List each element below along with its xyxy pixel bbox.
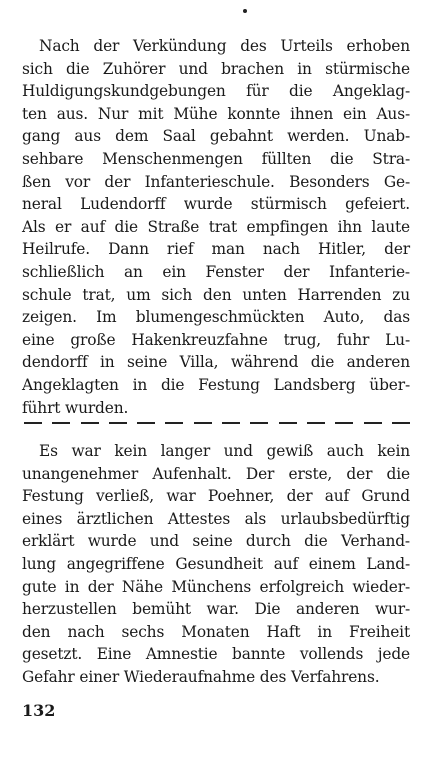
text-line: ten aus. Nur mit Mühe konnte ihnen ein Aus-	[22, 104, 410, 123]
text-line: gute in der Nähe Münchens erfolgreich wieder-	[22, 577, 410, 596]
text-line: dendorff in seine Villa, während die anderen	[22, 353, 410, 372]
text-line: herzustellen bemüht war. Die anderen wur-	[22, 600, 410, 619]
text-line: Heilrufe. Dann rief man nach Hitler, der	[22, 240, 410, 259]
separator-dash	[52, 422, 70, 424]
text-line: führt wurden.	[22, 398, 129, 417]
text-line: Nach der Verkündung des Urteils erhoben	[39, 37, 410, 55]
text-line: gesetzt. Eine Amnestie bannte vollends jede	[22, 645, 410, 664]
page-number: 132	[22, 701, 56, 720]
separator-dash	[279, 422, 297, 424]
text-line: den nach sechs Monaten Haft in Freiheit	[22, 622, 410, 641]
text-line: lung angegriffene Gesundheit auf einem Land-	[22, 554, 410, 573]
text-line: schließlich an ein Fenster der Infanterie-	[22, 262, 410, 281]
separator-dash	[137, 422, 155, 424]
separator-dash	[81, 422, 99, 424]
text-line: ßen vor der Infanterieschule. Besonders Ge-	[22, 172, 410, 191]
text-line: eines ärztlichen Attestes als urlaubsbedürftig	[22, 509, 410, 528]
text-line: zeigen. Im blumengeschmückten Auto, das	[22, 308, 410, 327]
text-line: sehbare Menschenmengen füllten die Stra-	[22, 149, 410, 168]
separator-dash	[335, 422, 353, 424]
text-line: sich die Zuhörer und brachen in stürmische	[22, 59, 410, 78]
separator-dash	[250, 422, 268, 424]
text-line: Es war kein langer und gewiß auch kein	[39, 442, 410, 460]
text-line: eine große Hakenkreuzfahne trug, fuhr Lu-	[22, 330, 410, 349]
dashed-separator	[24, 422, 410, 425]
paragraph-2	[22, 440, 410, 689]
text-line: gang aus dem Saal gebahnt werden. Unab-	[22, 127, 410, 146]
separator-dash	[165, 422, 183, 424]
text-line: Gefahr einer Wiederaufnahme des Verfahrens.	[22, 667, 380, 686]
separator-dash	[194, 422, 212, 424]
paragraph-1	[22, 35, 410, 419]
text-line: Als er auf die Straße trat empfingen ihn laute	[22, 217, 410, 236]
text-line: neral Ludendorff wurde stürmisch gefeiert.	[22, 195, 410, 214]
top-dot-mark	[243, 9, 247, 13]
text-line: schule trat, um sich den unten Harrenden zu	[22, 285, 410, 304]
text-line: Angeklagten in die Festung Landsberg über-	[22, 375, 410, 394]
text-line: Huldigungskundgebungen für die Angeklag-	[22, 82, 410, 101]
separator-dash	[307, 422, 325, 424]
separator-dash	[392, 422, 410, 424]
text-line: unangenehmer Aufenhalt. Der erste, der die	[22, 464, 410, 483]
paragraph-1-text	[22, 35, 410, 419]
separator-dash	[24, 422, 42, 424]
separator-dash	[222, 422, 240, 424]
paragraph-2-text	[22, 440, 410, 689]
separator-dash	[364, 422, 382, 424]
separator-dash	[109, 422, 127, 424]
text-line: erklärt wurde und seine durch die Verhand-	[22, 532, 410, 551]
text-line: Festung verließ, war Poehner, der auf Grund	[22, 487, 410, 506]
